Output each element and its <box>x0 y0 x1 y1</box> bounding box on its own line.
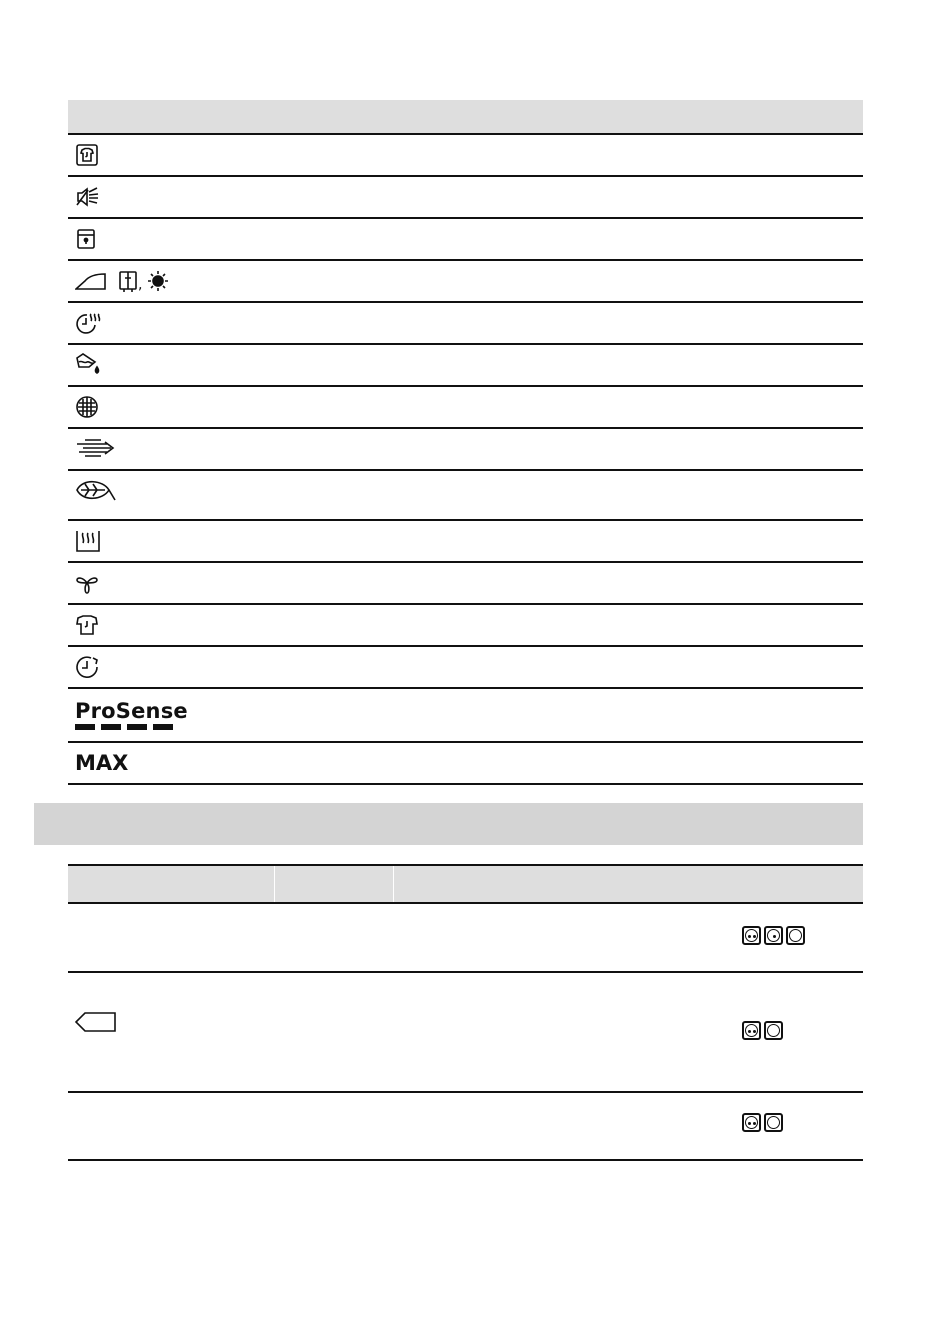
table-row <box>68 135 863 177</box>
table-row <box>68 521 863 563</box>
dryness-dots <box>742 926 805 945</box>
table-row <box>68 387 863 429</box>
table-row <box>68 471 863 521</box>
table-row <box>68 689 863 743</box>
table-row <box>68 429 863 471</box>
max-label: MAX <box>75 751 129 775</box>
timer-icon <box>75 655 101 679</box>
dryness-dots <box>742 1113 783 1132</box>
two-dot-icon <box>742 1021 761 1040</box>
table-row <box>68 219 863 261</box>
water-container-icon <box>75 352 103 378</box>
table-row <box>68 1093 863 1161</box>
eco-leaf-icon <box>75 478 117 504</box>
table-row <box>68 261 863 303</box>
table-row <box>68 303 863 345</box>
programme-table <box>68 864 863 1161</box>
no-dot-icon <box>764 1021 783 1040</box>
table-row <box>68 973 863 1093</box>
door-lock-icon <box>75 228 97 250</box>
table-header <box>68 864 863 904</box>
table-row <box>68 605 863 647</box>
one-dot-icon <box>764 926 783 945</box>
two-dot-icon <box>742 1113 761 1132</box>
shirt-icon <box>75 614 99 636</box>
dryness-dots <box>742 1021 783 1040</box>
airflow-icon <box>75 438 119 460</box>
table-row <box>68 177 863 219</box>
section-heading-bar <box>34 803 863 845</box>
timer-heat-icon <box>75 311 103 335</box>
table-row <box>68 743 863 785</box>
table-row <box>68 563 863 605</box>
filter-icon <box>75 395 99 419</box>
two-dot-icon <box>742 926 761 945</box>
table-row <box>68 647 863 689</box>
label-tag-icon <box>75 1011 117 1037</box>
table-row <box>68 345 863 387</box>
heat-icon <box>75 529 101 553</box>
svg-text:,: , <box>138 277 143 293</box>
max-icon <box>75 752 128 774</box>
fan-icon <box>75 571 99 595</box>
prosense-icon <box>75 700 188 730</box>
prosense-label: ProSense <box>75 699 188 723</box>
sound-off-icon <box>75 186 99 208</box>
no-dot-icon <box>786 926 805 945</box>
iron-cupboard-sun-icon <box>75 269 175 293</box>
prosense-bars <box>75 724 188 730</box>
shirt-frame-icon <box>75 143 99 167</box>
table-row <box>68 904 863 973</box>
symbols-table <box>68 100 863 785</box>
no-dot-icon <box>764 1113 783 1132</box>
table-header <box>68 100 863 135</box>
